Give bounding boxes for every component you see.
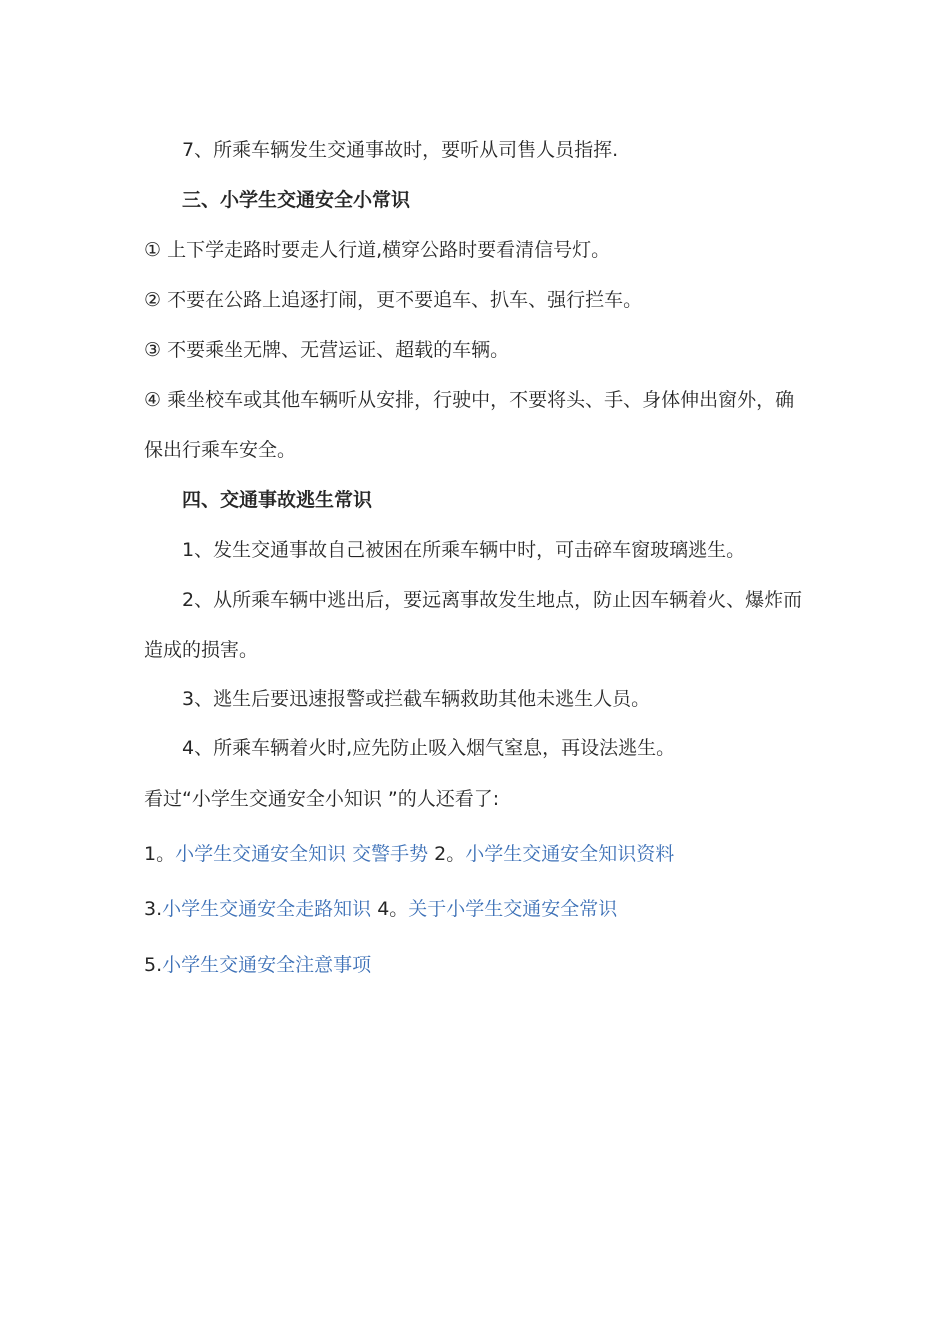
related-row-2 (144, 897, 617, 921)
escape-item-3: 3、逃生后要迅速报警或拦截车辆救助其他未逃生人员。 (182, 688, 651, 710)
related-number-2: 2。 (428, 843, 466, 865)
related-link-3[interactable]: 小学生交通安全走路知识 (162, 898, 372, 920)
rule-item-7: 7、所乘车辆发生交通事故时，要听从司售人员指挥. (182, 139, 619, 161)
related-row-3 (144, 953, 371, 977)
related-number-1: 1。 (144, 843, 176, 865)
related-number-3: 3. (144, 898, 163, 920)
tip-item-2: ② 不要在公路上追逐打闹，更不要追车、扒车、强行拦车。 (144, 289, 643, 311)
tip-item-4-continued: 保出行乘车安全。 (144, 439, 297, 461)
related-link-1[interactable]: 小学生交通安全知识 交警手势 (175, 843, 429, 865)
related-number-4: 4。 (371, 898, 409, 920)
escape-item-4: 4、所乘车辆着火时,应先防止吸入烟气窒息，再设法逃生。 (182, 737, 676, 759)
escape-item-2-continued: 造成的损害。 (144, 639, 259, 661)
section-4-heading: 四、交通事故逃生常识 (182, 489, 373, 511)
tip-item-1: ① 上下学走路时要走人行道,横穿公路时要看清信号灯。 (144, 239, 611, 261)
section-3-heading: 三、小学生交通安全小常识 (182, 189, 411, 211)
tip-item-4: ④ 乘坐校车或其他车辆听从安排，行驶中，不要将头、手、身体伸出窗外，确 (144, 389, 795, 411)
escape-item-1: 1、发生交通事故自己被困在所乘车辆中时，可击碎车窗玻璃逃生。 (182, 539, 746, 561)
related-link-5[interactable]: 小学生交通安全注意事项 (162, 954, 372, 976)
related-intro: 看过“小学生交通安全小知识 ”的人还看了: (144, 788, 500, 810)
escape-item-2: 2、从所乘车辆中逃出后，要远离事故发生地点，防止因车辆着火、爆炸而 (182, 589, 803, 611)
related-link-4[interactable]: 关于小学生交通安全常识 (408, 898, 618, 920)
related-row-1 (144, 842, 674, 866)
tip-item-3: ③ 不要乘坐无牌、无营运证、超载的车辆。 (144, 339, 510, 361)
related-number-5: 5. (144, 954, 163, 976)
related-link-2[interactable]: 小学生交通安全知识资料 (465, 843, 675, 865)
